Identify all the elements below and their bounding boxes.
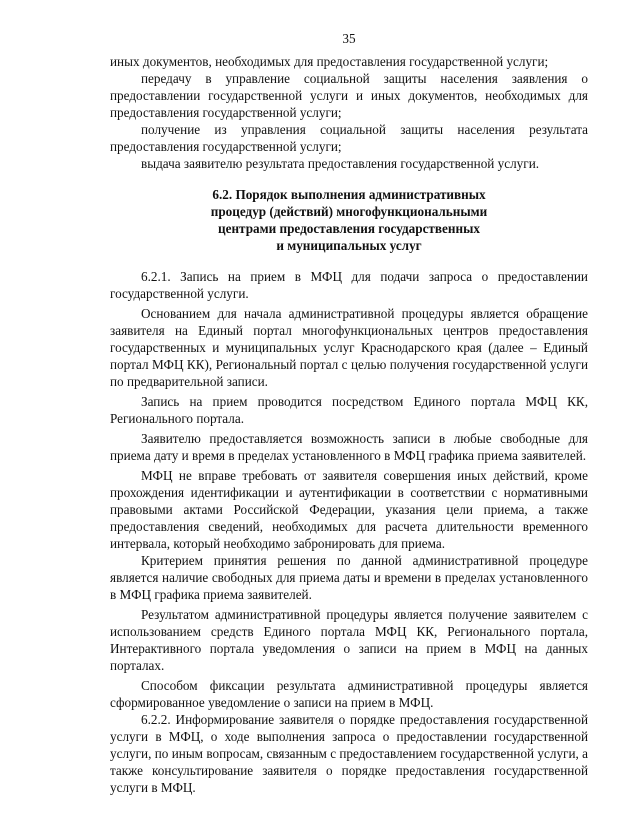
body-paragraph-1: 6.2.1. Запись на прием в МФЦ для подачи запроса о предоставлении государственной услуги. <box>110 269 588 301</box>
body-paragraph-9: 6.2.2. Информирование заявителя о порядке предоставления государственной услуги в МФЦ, о ходе выполнения запроса о предоставлении государственной услуги, по иным вопросам, связанным с предоставлением государственной услуги, а также консультирование заявителя о порядке предоставления государственной услуги в МФЦ. <box>110 712 588 795</box>
section-heading-line: и муниципальных услуг <box>276 238 422 253</box>
body-paragraph-8: Способом фиксации результата административной процедуры является сформированное уведомление о записи на прием в МФЦ. <box>110 678 588 710</box>
body-paragraph-6: Критерием принятия решения по данной административной процедуре является наличие свободных для приема даты и времени в пределах установленного в МФЦ графика приема заявителей. <box>110 553 588 602</box>
section-heading-line: центрами предоставления государственных <box>218 221 480 236</box>
body-paragraph-3: Запись на прием проводится посредством Единого портала МФЦ КК, Регионального портала. <box>110 394 588 426</box>
body-paragraph-5: МФЦ не вправе требовать от заявителя совершения иных действий, кроме прохождения идентификации и аутентификации в соответствии с нормативными правовыми актами Российской Федерации, указания цели приема, а также предоставления сведений, необходимых для расчета длительности временного интервала, который необходимо забронировать для приема. <box>110 468 588 551</box>
section-heading-line: 6.2. Порядок выполнения административных <box>212 187 486 202</box>
intro-paragraph-4: выдача заявителю результата предоставления государственной услуги. <box>141 156 540 171</box>
body-paragraph-4: Заявителю предоставляется возможность записи в любые свободные для приема дату и время в пределах установленного в МФЦ графика приема заявителей. <box>110 431 588 463</box>
page-number: 35 <box>342 31 356 46</box>
intro-paragraph-3: получение из управления социальной защиты населения результата предоставления государственной услуги; <box>110 122 588 154</box>
document-page <box>110 30 588 796</box>
intro-paragraph-1: иных документов, необходимых для предоставления государственной услуги; <box>110 54 549 69</box>
body-paragraph-7: Результатом административной процедуры является получение заявителем с использованием средств Единого портала МФЦ КК, Регионального портала, Интерактивного портала уведомления о записи на прием в МФЦ на данных порталах. <box>110 607 588 673</box>
intro-paragraph-2: передачу в управление социальной защиты населения заявления о предоставлении государственной услуги и иных документов, необходимых для предоставления государственной услуги; <box>110 71 588 120</box>
section-heading <box>110 186 588 254</box>
section-heading-line: процедур (действий) многофункциональными <box>210 204 488 219</box>
body-paragraph-2: Основанием для начала административной процедуры является обращение заявителя на Единый портал многофункциональных центров предоставления государственных и муниципальных услуг Краснодарского края (далее – Единый портал МФЦ КК), Региональный портал с целью получения государственной услуги по предварительной записи. <box>110 306 588 389</box>
